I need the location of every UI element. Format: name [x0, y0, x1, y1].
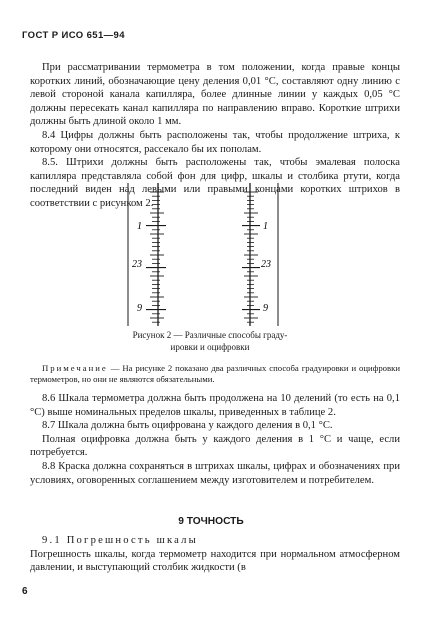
- paragraph: 8.8 Краска должна сохраняться в штрихах шкалы, цифрах и обозначениях при условиях, оговоренных соглашением между изготовителем и потребителем.: [30, 460, 400, 486]
- right-scale-label-23: 23: [261, 259, 271, 270]
- figure-note: [30, 363, 400, 385]
- left-scale-label-9: 9: [137, 303, 142, 314]
- left-thermometer: [128, 183, 166, 326]
- paragraph: 8.7 Шкала должна быть оцифрована у каждого деления в 0,1 °С.: [42, 420, 333, 432]
- figure-caption: [60, 330, 360, 353]
- right-scale-label-1: 1: [263, 221, 268, 232]
- figure-2-thermometer-scales: [110, 178, 310, 328]
- section-title: 9 ТОЧНОСТЬ: [178, 516, 244, 527]
- right-scale-ticks: [242, 192, 260, 322]
- text-block-bottom: [30, 534, 400, 575]
- text-block-middle: [30, 392, 400, 487]
- note-label: Примечание: [42, 363, 108, 373]
- paragraph: 8.6 Шкала термометра должна быть продолжена на 10 делений (то есть на 0,1 °С) выше номинальных пределов шкалы, приведенных в таблице 2.: [30, 393, 400, 418]
- left-scale-label-1: 1: [137, 221, 142, 232]
- right-thermometer: [242, 183, 278, 326]
- right-scale-label-9: 9: [263, 303, 268, 314]
- paragraph: При рассматривании термометра в том положении, когда правые концы коротких линий, обозначающие цену деления 0,01 °С, составляют одну линию с левой стороной канала капилляра, более длинные линии у каждых 0,05 °С должны пересекать канал капилляра по направлению вправо. Короткие штрихи должны быть длиной около 1 мм.: [30, 62, 400, 128]
- paragraph: Полная оцифровка должна быть у каждого деления в 1 °С и чаще, если потребуется.: [30, 433, 400, 459]
- subsection-title: 9.1 Погрешность шкалы: [42, 535, 198, 546]
- paragraph: 8.4 Цифры должны быть расположены так, чтобы продолжение штриха, к которому они относятся, рассекало бы их пополам.: [30, 129, 400, 155]
- left-scale-ticks: [146, 192, 166, 322]
- caption-line: ировки и оцифровки: [170, 341, 250, 352]
- left-scale-label-23: 23: [132, 259, 142, 270]
- caption-line: Рисунок 2 — Различные способы граду-: [132, 330, 288, 340]
- page-number: 6: [22, 586, 28, 597]
- standard-header: ГОСТ Р ИСО 651—94: [22, 30, 125, 41]
- note-text: — На рисунке 2 показано два различных способа градуировки и оцифровки термометров, но они не являются обязательными.: [30, 363, 400, 384]
- paragraph: Погрешность шкалы, когда термометр находится при нормальном атмосферном давлении, и выступающий столбик жидкости (в: [30, 548, 400, 574]
- paragraph: 8.5. Штрихи должны быть расположены так, чтобы эмалевая полоска капилляра представляла собой фон для цифр, шкалы и столбика ртути, когда последний виден над левыми или правыми концами коротких штрихов в соответствии с рисунком 2.: [30, 157, 400, 209]
